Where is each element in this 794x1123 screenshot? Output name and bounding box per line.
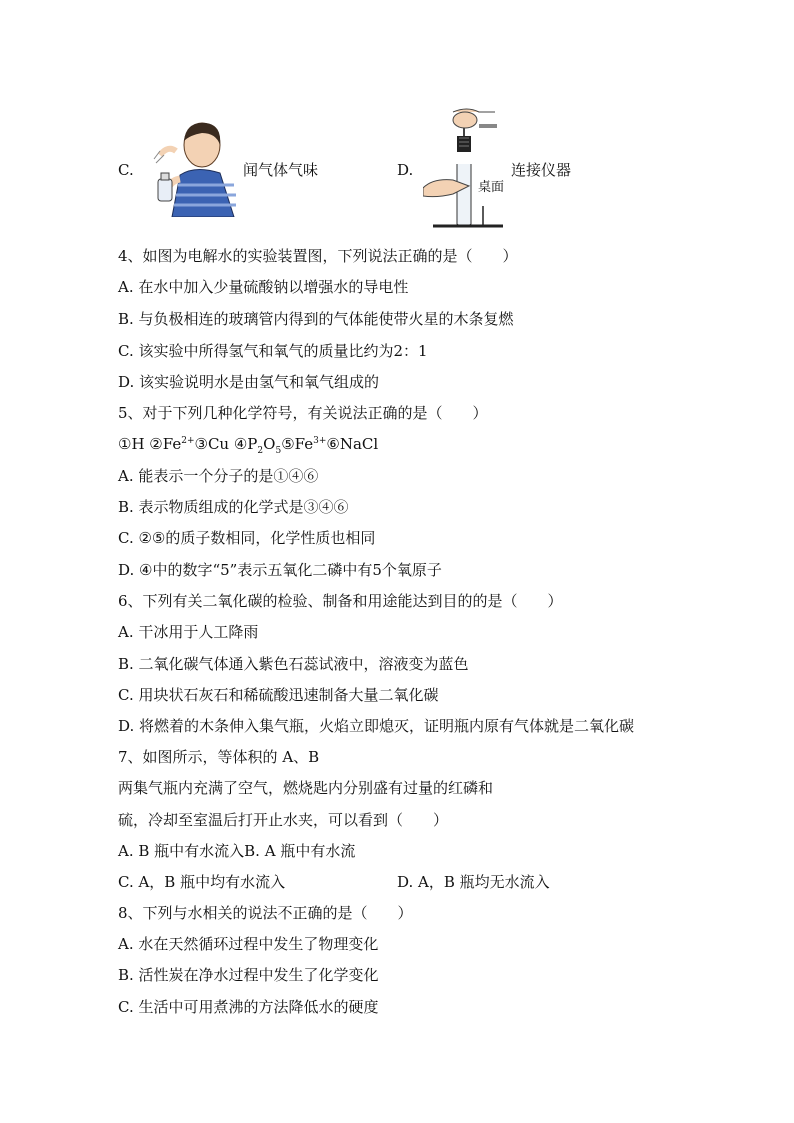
option-c-caption: 闻气体气味 [243,161,319,179]
q5-option-b: B. 表示物质组成的化学式是③④⑥ [118,498,349,516]
q6-option-c: C. 用块状石灰石和稀硫酸迅速制备大量二氧化碳 [118,686,439,704]
q8-option-c: C. 生活中可用煮沸的方法降低水的硬度 [118,998,379,1016]
q5-symbols: ①H $②Fe^{2+}③Cu$ $④P_2O_5⑤Fe^{3+}⑥NaCl$ [118,435,379,456]
q8-stem: 8、下列与水相关的说法不正确的是（ ） [118,904,413,922]
smell-gas-illustration [150,115,240,217]
q4-stem: 4、如图为电解水的实验装置图，下列说法正确的是（ ） [118,247,518,265]
q4-option-d: D. 该实验说明水是由氢气和氧气组成的 [118,373,380,391]
q5-option-a: A. 能表示一个分子的是①④⑥ [118,467,319,485]
connect-apparatus-illustration [423,106,505,230]
q7-options-ab: A. B 瓶中有水流入B. A 瓶中有水流 [118,842,356,860]
q7-option-c: C. A，B 瓶中均有水流入 [118,873,286,891]
q7-stem-line1: 7、如图所示，等体积的 A、B [118,748,320,766]
q8-option-a: A. 水在天然循环过程中发生了物理变化 [118,935,379,953]
q5-option-c: C. ②⑤的质子数相同，化学性质也相同 [118,529,376,547]
option-c-letter: C. [118,161,134,179]
table-label: 桌面 [478,180,505,195]
q4-option-a: A. 在水中加入少量硫酸钠以增强水的导电性 [118,278,409,296]
q6-option-b: B. 二氧化碳气体通入紫色石蕊试液中，溶液变为蓝色 [118,655,469,673]
option-d-caption: 连接仪器 [511,161,572,179]
q7-stem-line2: 两集气瓶内充满了空气，燃烧匙内分别盛有过量的红磷和 [118,779,494,797]
q7-stem-line3: 硫，冷却至室温后打开止水夹，可以看到（ ） [118,811,449,829]
option-d-letter: D. [397,161,414,179]
q5-stem: 5、对于下列几种化学符号，有关说法正确的是（ ） [118,404,488,422]
q6-stem: 6、下列有关二氧化碳的检验、制备和用途能达到目的的是（ ） [118,592,563,610]
q4-option-b: B. 与负极相连的玻璃管内得到的气体能使带火星的木条复燃 [118,310,514,328]
q4-option-c: C. 该实验中所得氢气和氧气的质量比约为2：1 [118,342,428,360]
q7-option-d: D. A，B 瓶均无水流入 [397,873,550,891]
q6-option-a: A. 干冰用于人工降雨 [118,623,259,641]
q8-option-b: B. 活性炭在净水过程中发生了化学变化 [118,966,379,984]
q5-option-d: D. ④中的数字“5”表示五氧化二磷中有5个氧原子 [118,561,442,579]
q6-option-d: D. 将燃着的木条伸入集气瓶，火焰立即熄灭，证明瓶内原有气体就是二氧化碳 [118,717,635,735]
